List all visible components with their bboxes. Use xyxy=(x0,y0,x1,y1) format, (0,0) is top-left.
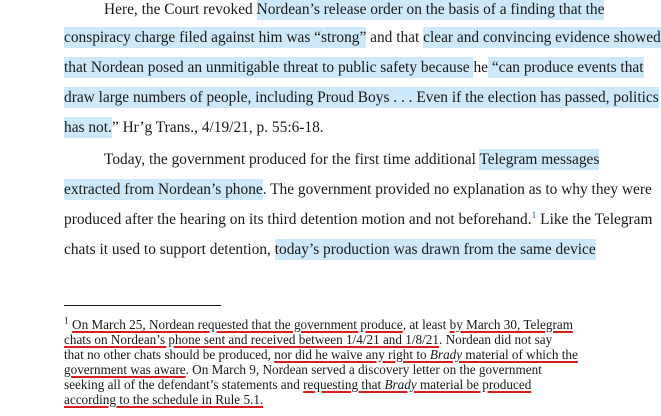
underlined-text: material be produced xyxy=(416,377,532,392)
text-line xyxy=(64,210,653,230)
footnote-line xyxy=(64,377,531,393)
highlighted-text: has not. xyxy=(64,119,112,136)
highlighted-text: Telegram messages xyxy=(479,151,600,168)
footnote-line xyxy=(64,347,578,363)
text-span: chats it used to support detention, xyxy=(64,241,275,258)
text-line xyxy=(104,150,599,170)
underlined-text: by March 30, Telegram xyxy=(449,317,573,332)
text-span: . The government provided no explanation as to why they were xyxy=(262,181,652,198)
underlined-text: according to the schedule in Rule 5.1. xyxy=(64,392,264,407)
highlighted-text: conspiracy charge filed against him was “strong” xyxy=(64,29,367,46)
highlighted-text: clear and convincing evidence showed xyxy=(423,29,661,46)
underlined-text: Brady xyxy=(429,347,463,362)
highlighted-text: draw large numbers of people, including Proud Boys . . . Even if the election has passed, politics xyxy=(64,89,659,106)
text-span: Today, the government produced for the first time additional xyxy=(104,151,480,168)
text-span: he xyxy=(473,59,488,76)
footnote-reference[interactable]: 1 xyxy=(531,210,537,221)
text-span: Like the Telegram xyxy=(536,211,653,228)
text-span: ” Hr’g Trans., 4/19/21, p. 55:6-18. xyxy=(111,119,324,136)
text-span: seeking all of the defendant’s statements and xyxy=(64,377,304,392)
highlighted-text: “can produce events that xyxy=(487,59,644,76)
text-line xyxy=(64,180,652,200)
underlined-text: Brady xyxy=(384,377,417,392)
text-line xyxy=(104,0,604,20)
footnote-line xyxy=(64,317,573,333)
footnote-line xyxy=(64,392,263,408)
highlighted-text: that Nordean posed an unmitigable threat to public safety because xyxy=(64,59,474,76)
text-line xyxy=(64,88,659,108)
footnote-separator xyxy=(64,305,221,306)
underlined-text: chats on Nordean’s phone sent and received between 1/4/21 and 1/8/21 xyxy=(64,332,439,347)
highlighted-text: today’s production was drawn from the same device xyxy=(274,241,596,258)
text-span: Here, the Court revoked xyxy=(104,1,257,18)
text-span: produced after the hearing on its third detention motion and not beforehand. xyxy=(64,211,532,228)
text-line xyxy=(64,240,596,260)
footnote-line xyxy=(64,362,542,378)
highlighted-text: Nordean’s release order on the basis of a finding that the xyxy=(256,1,605,18)
text-span: that no other chats should be produced, xyxy=(64,347,275,362)
underlined-text: On March 25, Nordean requested that the government produce xyxy=(72,317,403,332)
footnote-line xyxy=(64,332,552,348)
underlined-text: nor did he waive any right to xyxy=(274,347,430,362)
underlined-text: government was aware xyxy=(64,362,186,377)
footnote-marker: 1 xyxy=(64,316,69,327)
text-line xyxy=(64,28,661,48)
underlined-text: requesting that xyxy=(303,377,385,392)
text-span: . On March 9, Nordean served a discovery letter on the government xyxy=(185,362,542,377)
text-span: . Nordean did not say xyxy=(439,332,553,347)
text-line xyxy=(64,58,644,78)
text-line xyxy=(64,118,324,138)
highlighted-text: extracted from Nordean’s phone xyxy=(64,181,263,198)
underlined-text: material of which the xyxy=(462,347,578,362)
text-span: , at least xyxy=(402,317,450,332)
text-span: and that xyxy=(366,29,424,46)
